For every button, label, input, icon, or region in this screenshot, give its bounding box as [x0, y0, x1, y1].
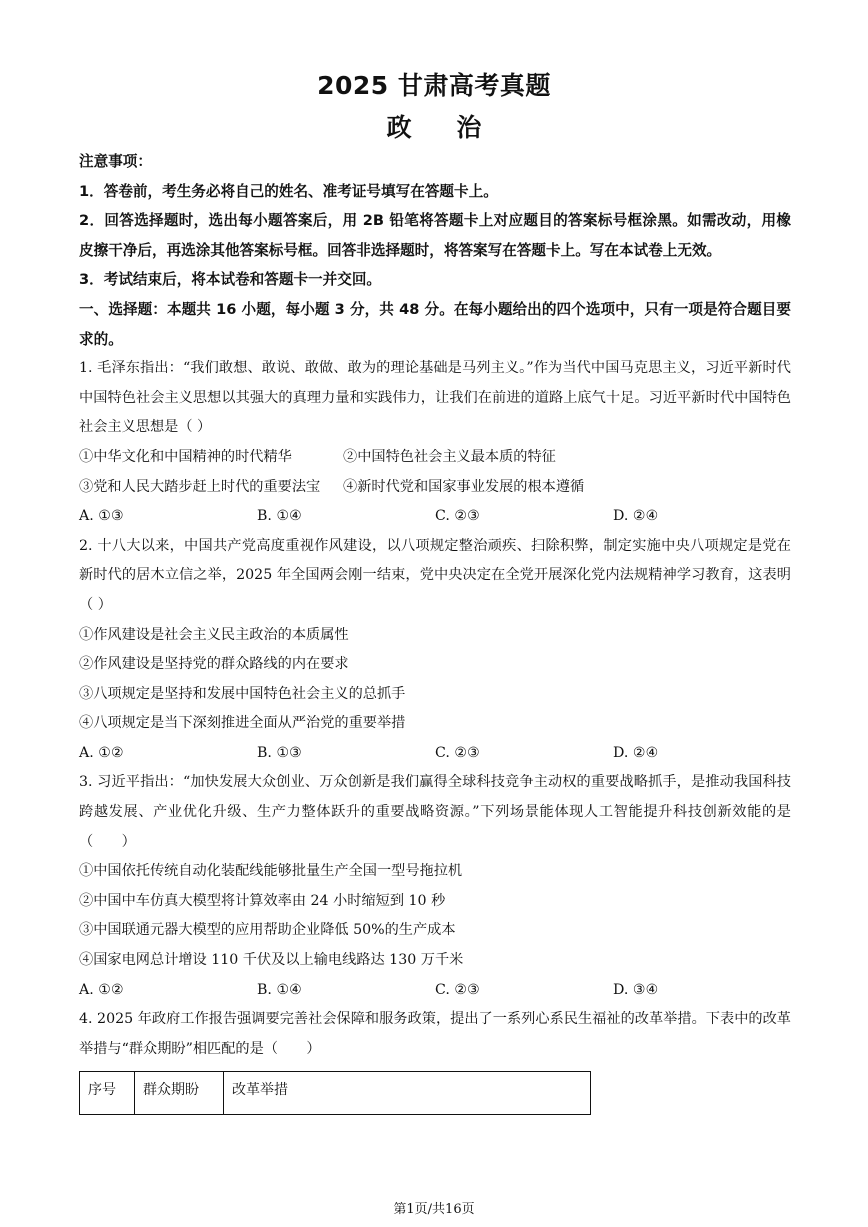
- section-heading: 一、选择题：本题共 16 小题，每小题 3 分，共 48 分。在每小题给出的四个选项中，只有一项是符合题目要求的。: [79, 300, 791, 348]
- choice-a: A. ①②: [79, 981, 124, 998]
- statement: ②中国特色社会主义最本质的特征: [343, 448, 556, 465]
- table-header-measure: 改革举措: [224, 1072, 591, 1115]
- choice-d: D. ③④: [613, 981, 659, 998]
- choice-row: [79, 976, 791, 1006]
- table-header-row: [80, 1072, 591, 1115]
- exam-content: [79, 147, 791, 1115]
- choice-c: C. ②③: [435, 744, 480, 761]
- choice-c: C. ②③: [435, 508, 480, 525]
- choice-a: A. ①②: [79, 744, 124, 761]
- subject-title: 政 治: [386, 113, 482, 142]
- choice-b: B. ①③: [257, 744, 302, 761]
- page-footer: 第1页/共16页: [393, 1202, 475, 1217]
- statement: ①中国依托传统自动化装配线能够批量生产全国一型号拖拉机: [79, 863, 463, 880]
- choice-b: B. ①④: [257, 508, 302, 525]
- question-stem: 4. 2025 年政府工作报告强调要完善社会保障和服务政策，提出了一系列心系民生福祉的改革举措。下表中的改革举措与“群众期盼”相匹配的是（ ）: [79, 1011, 791, 1057]
- notice-item: 2．回答选择题时，选出每小题答案后，用 2B 铅笔将答题卡上对应题目的答案标号框涂黑。如需改动，用橡皮擦干净后，再选涂其他答案标号框。回答非选择题时，将答案写在答题卡上。写在本试卷上无效。: [79, 212, 791, 259]
- table-header-index: 序号: [80, 1072, 135, 1115]
- notice-item: 1．答卷前，考生务必将自己的姓名、准考证号填写在答题卡上。: [79, 182, 498, 200]
- question-stem: 1. 毛泽东指出：“我们敢想、敢说、敢做、敢为的理论基础是马列主义。”作为当代中国马克思主义，习近平新时代中国特色社会主义思想以其强大的真理力量和实践伟力，让我们在前进的道路上底气十足。习近平新时代中国特色社会主义思想是（ ）: [79, 360, 791, 436]
- statement: ③中国联通元器大模型的应用帮助企业降低 50%的生产成本: [79, 922, 456, 939]
- statement-row: [79, 473, 791, 503]
- statement: ④新时代党和国家事业发展的根本遵循: [343, 478, 585, 495]
- choice-c: C. ②③: [435, 981, 480, 998]
- question-stem: 2. 十八大以来，中国共产党高度重视作风建设，以八项规定整治顽疾、扫除积弊，制定实施中央八项规定是党在新时代的居木立信之举，2025 年全国两会刚一结束，党中央决定在全党开展深化党内法规精神学习教育，这表明（ ）: [79, 537, 791, 613]
- reform-table: [79, 1071, 591, 1115]
- choice-d: D. ②④: [613, 508, 659, 525]
- choice-b: B. ①④: [257, 981, 302, 998]
- exam-title: 2025 甘肃高考真题: [317, 71, 551, 100]
- statement: ①中华文化和中国精神的时代精华: [79, 448, 292, 465]
- statement: ④八项规定是当下深刻推进全面从严治党的重要举措: [79, 715, 406, 732]
- choice-row: [79, 502, 791, 532]
- statement: ①作风建设是社会主义民主政治的本质属性: [79, 626, 349, 643]
- table-header-expectation: 群众期盼: [135, 1072, 224, 1115]
- statement: ④国家电网总计增设 110 千伏及以上输电线路达 130 万千米: [79, 952, 464, 969]
- choice-a: A. ①③: [79, 508, 124, 525]
- choice-d: D. ②④: [613, 744, 659, 761]
- statement: ②作风建设是坚持党的群众路线的内在要求: [79, 656, 349, 673]
- statement-row: [79, 443, 791, 473]
- notice-heading: 注意事项：: [79, 153, 152, 170]
- statement: ③党和人民大踏步赶上时代的重要法宝: [79, 478, 321, 495]
- choice-row: [79, 739, 791, 769]
- question-stem: 3. 习近平指出：“加快发展大众创业、万众创新是我们赢得全球科技竞争主动权的重要战略抓手，是推动我国科技跨越发展、产业优化升级、生产力整体跃升的重要战略资源。”下列场景能体现人工智能提升科技创新效能的是（ ）: [79, 774, 791, 850]
- statement: ②中国中车仿真大模型将计算效率由 24 小时缩短到 10 秒: [79, 892, 446, 909]
- statement: ③八项规定是坚持和发展中国特色社会主义的总抓手: [79, 685, 406, 702]
- notice-item: 3．考试结束后，将本试卷和答题卡一并交回。: [79, 271, 382, 289]
